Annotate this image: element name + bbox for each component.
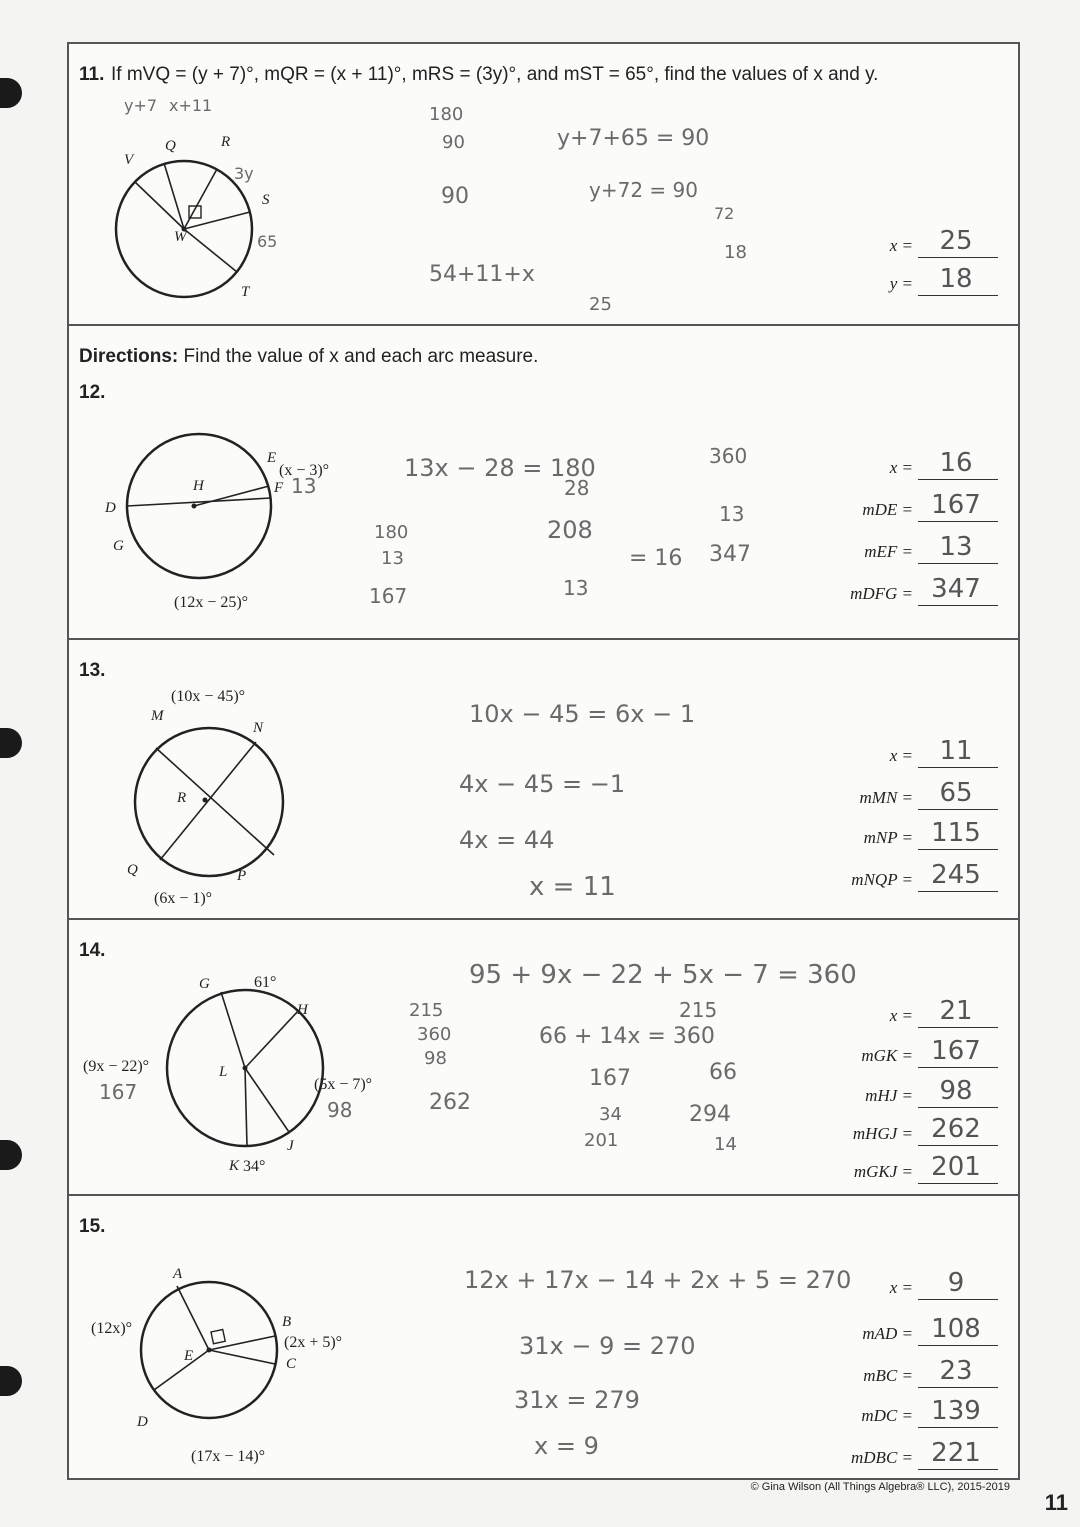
arc-expression: 34° — [243, 1158, 266, 1175]
handwritten-work: 208 — [547, 516, 593, 544]
arc-expression: (6x − 1)° — [154, 890, 213, 907]
handwritten-work: 180 — [374, 522, 409, 543]
answer-arc-gkj[interactable]: mGKJ = 201 — [808, 1150, 998, 1186]
point-label: B — [282, 1314, 292, 1330]
arc-expression: (12x − 25)° — [174, 594, 249, 611]
handwritten-work: 215 — [409, 1000, 444, 1021]
answer-value: 25 — [939, 226, 973, 256]
answer-arc-nqp[interactable]: mNQP = 245 — [808, 858, 998, 894]
answer-value: 347 — [931, 574, 981, 604]
answer-x[interactable]: x = 21 — [808, 994, 998, 1030]
problem-number: 15. — [79, 1216, 106, 1237]
point-label: Q — [127, 862, 138, 878]
handwritten-work: 262 — [429, 1090, 471, 1115]
problem-number: 12. — [79, 382, 106, 403]
point-label: F — [274, 480, 284, 496]
handwritten-work: x = 11 — [529, 872, 616, 902]
answer-arc-ef[interactable]: mEF = 13 — [808, 530, 998, 566]
point-label: J — [287, 1138, 294, 1154]
handwritten-work: x = 9 — [534, 1432, 599, 1460]
arc-expression: (17x − 14)° — [191, 1448, 266, 1465]
problem-text: If mVQ = (y + 7)°, mQR = (x + 11)°, mRS = (3y)°, and mST = 65°, find the values of x and y. — [111, 64, 879, 85]
point-label: G — [199, 976, 210, 992]
handwritten-work: 360 — [417, 1024, 452, 1045]
handwritten-work: y+7+65 = 90 — [557, 126, 710, 151]
handwritten-note: 65 — [257, 232, 278, 251]
worksheet — [67, 42, 1020, 1480]
answer-value: 139 — [931, 1396, 981, 1426]
handwritten-work: 13x − 28 = 180 — [404, 454, 596, 482]
handwritten-work: 34 — [599, 1104, 622, 1125]
handwritten-work: 25 — [589, 294, 612, 315]
answer-value: 115 — [931, 818, 981, 848]
answer-value: 167 — [931, 490, 981, 520]
answer-value: 65 — [939, 778, 973, 808]
handwritten-note: 13 — [291, 474, 317, 498]
point-label: C — [286, 1356, 297, 1372]
answer-x[interactable]: x = 9 — [808, 1266, 998, 1302]
handwritten-work: = 16 — [629, 546, 683, 571]
problem-13 — [69, 640, 1018, 920]
answer-arc-dc[interactable]: mDC = 139 — [808, 1394, 998, 1430]
circle-diagram — [129, 1272, 299, 1442]
binder-ring — [0, 728, 22, 758]
problem-15 — [69, 1196, 1018, 1478]
handwritten-note: y+7 — [124, 96, 158, 115]
arc-expression: (9x − 22)° — [83, 1058, 150, 1075]
page-number: 11 — [1044, 1490, 1068, 1515]
answer-x[interactable]: x = 25 — [808, 224, 998, 260]
answer-value: 18 — [939, 264, 973, 294]
handwritten-note: 3y — [234, 164, 254, 183]
answer-value: 201 — [931, 1152, 981, 1182]
handwritten-work: 18 — [724, 242, 747, 263]
answer-value: 23 — [939, 1356, 973, 1386]
answer-arc-ad[interactable]: mAD = 108 — [808, 1312, 998, 1348]
point-label: P — [237, 868, 247, 884]
point-label: D — [137, 1414, 148, 1430]
handwritten-note: 98 — [327, 1098, 353, 1122]
problem-number: 14. — [79, 940, 106, 961]
point-label: M — [151, 708, 164, 724]
answer-arc-dfg[interactable]: mDFG = 347 — [808, 572, 998, 608]
arc-expression: (10x − 45)° — [171, 688, 246, 705]
directions: Directions: Find the value of x and each arc measure. — [79, 346, 539, 367]
arc-expression: (x − 3)° — [279, 462, 330, 479]
point-label: Q — [165, 138, 176, 154]
point-label: N — [253, 720, 264, 736]
answer-arc-bc[interactable]: mBC = 23 — [808, 1354, 998, 1390]
handwritten-work: y+72 = 90 — [589, 178, 698, 202]
arc-expression: (5x − 7)° — [314, 1076, 373, 1093]
problem-11 — [69, 44, 1018, 326]
handwritten-work: 31x = 279 — [514, 1386, 640, 1414]
point-label: T — [241, 284, 250, 300]
handwritten-work: 90 — [441, 184, 469, 209]
answer-x[interactable]: x = 11 — [808, 734, 998, 770]
answer-arc-gk[interactable]: mGK = 167 — [808, 1034, 998, 1070]
handwritten-work: 4x = 44 — [459, 826, 555, 854]
point-label: A — [173, 1266, 183, 1282]
answer-value: 13 — [939, 532, 973, 562]
arc-expression: 61° — [254, 974, 277, 991]
point-label: S — [262, 192, 270, 208]
point-label: K — [229, 1158, 240, 1174]
handwritten-work: 95 + 9x − 22 + 5x − 7 = 360 — [469, 960, 857, 990]
answer-value: 108 — [931, 1314, 981, 1344]
handwritten-work: 13 — [381, 548, 404, 569]
point-label: R — [177, 790, 187, 806]
binder-ring — [0, 1366, 22, 1396]
point-label: H — [193, 478, 204, 494]
handwritten-work: 4x − 45 = −1 — [459, 770, 626, 798]
handwritten-work: 167 — [589, 1066, 631, 1091]
handwritten-work: 98 — [424, 1048, 447, 1069]
handwritten-work: 347 — [709, 542, 751, 567]
answer-y[interactable]: y = 18 — [808, 262, 998, 298]
handwritten-work: 66 — [709, 1060, 737, 1085]
problem-number: 11. — [79, 64, 105, 85]
handwritten-work: 28 — [564, 476, 590, 500]
handwritten-work: 180 — [429, 104, 464, 125]
answer-arc-mn[interactable]: mMN = 65 — [808, 776, 998, 812]
handwritten-note: x+11 — [169, 96, 213, 115]
answer-value: 262 — [931, 1114, 981, 1144]
handwritten-work: 54+11+x — [429, 262, 535, 287]
point-label: H — [297, 1002, 308, 1018]
handwritten-work: 13 — [719, 502, 745, 526]
point-label: V — [124, 152, 134, 168]
point-label: L — [219, 1064, 228, 1080]
answer-arc-hj[interactable]: mHJ = 98 — [808, 1074, 998, 1110]
point-label: E — [184, 1348, 194, 1364]
binder-ring — [0, 1140, 22, 1170]
problem-14 — [69, 920, 1018, 1196]
arc-expression: (2x + 5)° — [284, 1334, 343, 1351]
handwritten-work: 90 — [442, 132, 465, 153]
handwritten-work: 66 + 14x = 360 — [539, 1024, 715, 1049]
handwritten-work: 294 — [689, 1102, 731, 1127]
answer-value: 9 — [947, 1268, 965, 1298]
answer-x[interactable]: x = 16 — [808, 446, 998, 482]
handwritten-work: 13 — [563, 576, 589, 600]
handwritten-work: 215 — [679, 998, 718, 1022]
problem-number: 13. — [79, 660, 106, 681]
handwritten-note: 167 — [99, 1080, 138, 1104]
arc-expression: (12x)° — [91, 1320, 133, 1337]
point-label: R — [221, 134, 231, 150]
handwritten-work: 31x − 9 = 270 — [519, 1332, 696, 1360]
copyright-footer: © Gina Wilson (All Things Algebra® LLC), 2015-2019 — [750, 1481, 1010, 1493]
handwritten-work: 72 — [714, 204, 735, 223]
answer-arc-dbc[interactable]: mDBC = 221 — [808, 1436, 998, 1472]
handwritten-work: 12x + 17x − 14 + 2x + 5 = 270 — [464, 1266, 852, 1294]
answer-value: 221 — [931, 1438, 981, 1468]
point-label: G — [113, 538, 124, 554]
circle-diagram — [124, 720, 299, 895]
handwritten-work: 360 — [709, 444, 748, 468]
handwritten-work: 167 — [369, 584, 408, 608]
point-label: E — [267, 450, 277, 466]
handwritten-work: 201 — [584, 1130, 619, 1151]
binder-ring — [0, 78, 22, 108]
circle-diagram — [119, 426, 289, 596]
point-label: D — [105, 500, 116, 516]
answer-value: 21 — [939, 996, 973, 1026]
answer-arc-de[interactable]: mDE = 167 — [808, 488, 998, 524]
handwritten-work: 14 — [714, 1134, 737, 1155]
answer-arc-hgj[interactable]: mHGJ = 262 — [808, 1112, 998, 1148]
answer-arc-np[interactable]: mNP = 115 — [808, 816, 998, 852]
answer-value: 245 — [931, 860, 981, 890]
answer-value: 11 — [939, 736, 973, 766]
answer-value: 16 — [939, 448, 973, 478]
point-label: W — [174, 229, 187, 245]
handwritten-work: 10x − 45 = 6x − 1 — [469, 700, 696, 728]
answer-value: 167 — [931, 1036, 981, 1066]
problem-12 — [69, 326, 1018, 640]
answer-value: 98 — [939, 1076, 973, 1106]
